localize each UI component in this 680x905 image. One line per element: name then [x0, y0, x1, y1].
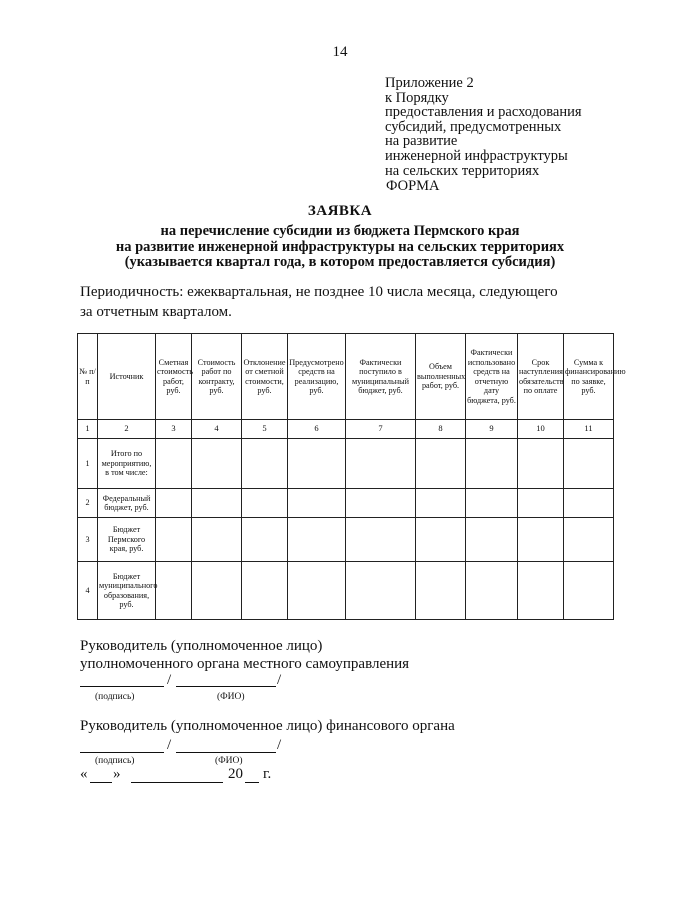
date-month-line[interactable]	[131, 782, 223, 783]
table-cell[interactable]	[416, 518, 466, 562]
appendix-line: на сельских территориях	[385, 162, 540, 179]
title-line: на развитие инженерной инфраструктуры на сельских территориях	[115, 238, 565, 255]
table-cell[interactable]	[288, 562, 346, 620]
header-cell: Предусмотрено средств на реализацию, руб.	[288, 334, 346, 420]
table-cell[interactable]	[346, 562, 416, 620]
table-cell[interactable]	[564, 518, 614, 562]
header-cell: Сумма к финансированию по заявке, руб.	[564, 334, 614, 420]
column-number: 11	[564, 420, 614, 439]
title-line: на перечисление субсидии из бюджета Пермского края	[160, 223, 520, 239]
slash-separator: /	[167, 737, 172, 753]
fio-line[interactable]	[176, 686, 276, 687]
table-cell[interactable]	[156, 489, 192, 518]
column-number: 5	[242, 420, 288, 439]
column-number: 2	[98, 420, 156, 439]
table-cell[interactable]	[242, 518, 288, 562]
row-source: Итого по мероприятию, в том числе:	[98, 439, 156, 489]
date-year-line[interactable]	[245, 782, 259, 783]
table-cell[interactable]	[156, 439, 192, 489]
row-source: Бюджет муниципального образования, руб.	[98, 562, 156, 620]
column-number: 3	[156, 420, 192, 439]
signature-label: (подпись)	[95, 692, 135, 702]
table-cell[interactable]	[518, 562, 564, 620]
signature-line[interactable]	[80, 686, 164, 687]
periodicity-line: Периодичность: ежеквартальная, не позднее 10 числа месяца, следующего	[80, 284, 558, 300]
table-cell[interactable]	[416, 489, 466, 518]
row-number: 4	[78, 562, 98, 620]
date-quote-close: »	[113, 766, 121, 782]
table-cell[interactable]	[564, 439, 614, 489]
column-number: 9	[466, 420, 518, 439]
table-cell[interactable]	[346, 518, 416, 562]
appendix-line: на развитие	[385, 133, 458, 150]
slash-separator: /	[167, 672, 172, 688]
row-number: 3	[78, 518, 98, 562]
table-cell[interactable]	[346, 489, 416, 518]
table-cell[interactable]	[288, 518, 346, 562]
table-cell[interactable]	[242, 489, 288, 518]
fio-label: (ФИО)	[215, 756, 243, 766]
request-table	[77, 333, 626, 620]
header-cell: Объем выполненных работ, руб.	[416, 334, 466, 420]
header-cell: Фактически использовано средств на отчетную дату бюджета, руб.	[466, 334, 518, 420]
date-year-prefix: 20	[228, 766, 243, 782]
slash-separator: /	[277, 737, 282, 753]
table-cell[interactable]	[156, 562, 192, 620]
header-cell: Сметная стоимость работ, руб.	[156, 334, 192, 420]
signatory-1-line1: Руководитель (уполномоченное лицо)	[80, 638, 323, 654]
table-cell[interactable]	[156, 518, 192, 562]
row-source: Бюджет Пермского края, руб.	[98, 518, 156, 562]
header-cell: Источник	[98, 334, 156, 420]
periodicity-text	[80, 282, 580, 322]
row-number: 2	[78, 489, 98, 518]
title-line: (указывается квартал года, в котором предоставляется субсидия)	[124, 254, 556, 270]
column-number: 7	[346, 420, 416, 439]
title-main: ЗАЯВКА	[307, 203, 373, 219]
column-number: 10	[518, 420, 564, 439]
document-title	[60, 203, 620, 271]
table-cell[interactable]	[416, 562, 466, 620]
fio-label: (ФИО)	[217, 692, 245, 702]
signature-line[interactable]	[80, 752, 164, 753]
appendix-line: инженерной инфраструктуры	[385, 147, 568, 164]
table-row	[78, 518, 614, 562]
column-number: 8	[416, 420, 466, 439]
table-cell[interactable]	[518, 439, 564, 489]
column-number-row	[78, 420, 614, 439]
appendix-line: субсидий, предусмотренных	[385, 118, 562, 135]
table-cell[interactable]	[416, 439, 466, 489]
table-cell[interactable]	[466, 518, 518, 562]
table-cell[interactable]	[192, 439, 242, 489]
row-source: Федеральный бюджет, руб.	[98, 489, 156, 518]
column-number: 6	[288, 420, 346, 439]
table-cell[interactable]	[192, 489, 242, 518]
column-number: 1	[78, 420, 98, 439]
appendix-line: предоставления и расходования	[385, 104, 582, 121]
table-cell[interactable]	[192, 518, 242, 562]
periodicity-line: за отчетным кварталом.	[80, 304, 232, 320]
table-cell[interactable]	[288, 489, 346, 518]
table-cell[interactable]	[564, 489, 614, 518]
appendix-line: к Порядку	[385, 89, 449, 106]
row-number: 1	[78, 439, 98, 489]
table-cell[interactable]	[242, 439, 288, 489]
table-row	[78, 562, 614, 620]
date-quote-open: «	[80, 766, 88, 782]
table-cell[interactable]	[288, 439, 346, 489]
header-cell: Срок наступления обязательств по оплате	[518, 334, 564, 420]
page-number: 14	[332, 44, 348, 60]
table-row	[78, 439, 614, 489]
form-label: ФОРМА	[386, 178, 440, 194]
date-year-suffix: г.	[263, 766, 272, 782]
table-cell[interactable]	[242, 562, 288, 620]
table-row	[78, 489, 614, 518]
table-cell[interactable]	[518, 518, 564, 562]
table-cell[interactable]	[192, 562, 242, 620]
appendix-line: Приложение 2	[385, 75, 474, 91]
table-cell[interactable]	[466, 562, 518, 620]
table-cell[interactable]	[466, 489, 518, 518]
column-number: 4	[192, 420, 242, 439]
fio-line[interactable]	[176, 752, 276, 753]
table-cell[interactable]	[518, 489, 564, 518]
header-cell: Фактически поступило в муниципальный бюджет, руб.	[346, 334, 416, 420]
date-day-line[interactable]	[90, 782, 112, 783]
table-cell[interactable]	[564, 562, 614, 620]
appendix-header	[385, 76, 582, 178]
slash-separator: /	[277, 672, 282, 688]
header-cell: Стоимость работ по контракту, руб.	[192, 334, 242, 420]
signatory-1-line2: уполномоченного органа местного самоуправления	[80, 656, 410, 672]
table-cell[interactable]	[346, 439, 416, 489]
header-cell: № п/п	[78, 334, 98, 420]
table-header-row	[78, 334, 614, 420]
table-cell[interactable]	[466, 439, 518, 489]
signatory-2-line1: Руководитель (уполномоченное лицо) финансового органа	[80, 718, 455, 734]
signature-label: (подпись)	[95, 756, 135, 766]
header-cell: Отклонение от сметной стоимости, руб.	[242, 334, 288, 420]
